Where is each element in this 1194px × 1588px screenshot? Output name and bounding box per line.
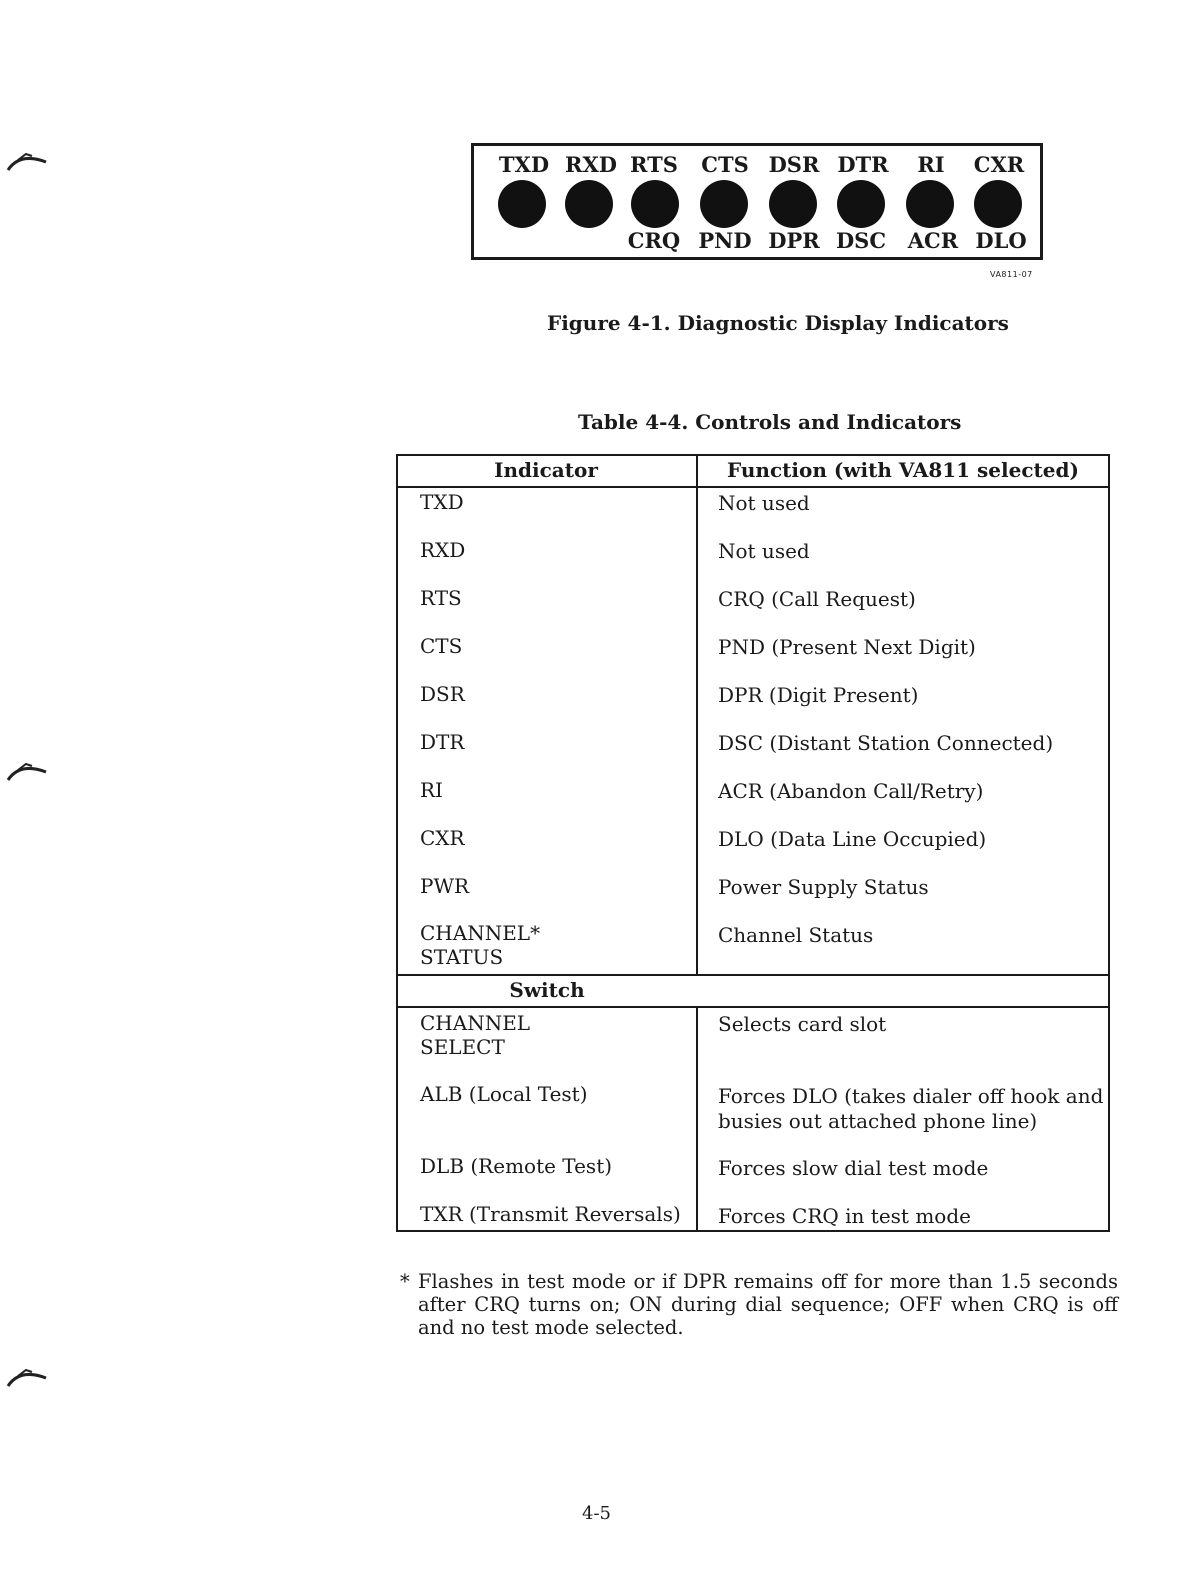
figure-code: VA811-07 [990, 270, 1033, 279]
led-indicator [631, 180, 679, 228]
controls-indicators-table [396, 454, 1110, 1234]
switch-name: TXR (Transmit Reversals) [420, 1202, 681, 1226]
led-label-txd: TXD [498, 152, 550, 177]
switch-function: Selects card slot [718, 1012, 887, 1036]
led-sublabel-dlo: DLO [975, 228, 1027, 253]
switch-header: Switch [509, 978, 585, 1002]
switch-function: Forces CRQ in test mode [718, 1204, 971, 1228]
indicator-name: DSR [420, 682, 465, 706]
table-border [396, 454, 1110, 456]
footnote-marker: * [400, 1270, 410, 1293]
indicator-function: DSC (Distant Station Connected) [718, 731, 1054, 755]
indicator-function: CRQ (Call Request) [718, 587, 916, 611]
figure-caption: Figure 4-1. Diagnostic Display Indicators [547, 311, 1009, 335]
indicator-name: PWR [420, 874, 470, 898]
led-label-dtr: DTR [837, 152, 889, 177]
table-rule [396, 974, 1110, 976]
led-label-cxr: CXR [973, 152, 1025, 177]
indicator-name: RTS [420, 586, 462, 610]
indicator-name: CXR [420, 826, 465, 850]
binder-mark-icon [6, 150, 50, 172]
indicator-name: RXD [420, 538, 466, 562]
footnote-text: Flashes in test mode or if DPR remains off for more than 1.5 seconds after CRQ turns on; ON during dial sequence; OFF when CRQ is off and no test mode selected. [418, 1270, 1118, 1339]
led-sublabel-acr: ACR [907, 228, 959, 253]
led-indicator [906, 180, 954, 228]
led-indicator [769, 180, 817, 228]
indicator-function: Not used [718, 491, 810, 515]
led-label-rxd: RXD [565, 152, 617, 177]
led-label-dsr: DSR [768, 152, 820, 177]
indicator-function: Not used [718, 539, 810, 563]
led-sublabel-crq: CRQ [627, 228, 681, 253]
indicator-function: Power Supply Status [718, 875, 929, 899]
led-indicator [974, 180, 1022, 228]
column-header: Function (with VA811 selected) [727, 458, 1079, 482]
indicator-function: ACR (Abandon Call/Retry) [718, 779, 984, 803]
indicator-function: Channel Status [718, 923, 874, 947]
led-indicator [700, 180, 748, 228]
led-label-rts: RTS [630, 152, 678, 177]
indicator-name: CHANNEL* [420, 921, 541, 945]
led-label-ri: RI [917, 152, 945, 177]
indicator-name: RI [420, 778, 443, 802]
binder-mark-icon [6, 1366, 50, 1388]
table-title: Table 4-4. Controls and Indicators [578, 410, 962, 434]
table-border [1108, 454, 1110, 1232]
switch-name: ALB (Local Test) [420, 1082, 588, 1106]
switch-name-line2: SELECT [420, 1035, 505, 1059]
led-sublabel-dsc: DSC [835, 228, 887, 253]
table-border [396, 1230, 1110, 1232]
indicator-function: DLO (Data Line Occupied) [718, 827, 987, 851]
binder-mark-icon [6, 760, 50, 782]
table-border [396, 454, 398, 1232]
led-sublabel-dpr: DPR [768, 228, 820, 253]
diagnostic-display-panel [471, 143, 1043, 260]
indicator-name: TXD [420, 490, 464, 514]
table-rule [696, 1006, 698, 1232]
switch-function-line2: busies out attached phone line) [718, 1109, 1038, 1133]
indicator-name-line2: STATUS [420, 945, 504, 969]
led-sublabel-pnd: PND [698, 228, 752, 253]
led-indicator [498, 180, 546, 228]
switch-name: DLB (Remote Test) [420, 1154, 613, 1178]
led-indicator [565, 180, 613, 228]
column-header: Indicator [494, 458, 598, 482]
indicator-function: DPR (Digit Present) [718, 683, 919, 707]
led-indicator [837, 180, 885, 228]
table-rule [696, 454, 698, 974]
table-rule [396, 486, 1110, 488]
table-rule [396, 1006, 1110, 1008]
indicator-name: DTR [420, 730, 465, 754]
indicator-name: CTS [420, 634, 463, 658]
switch-function: Forces slow dial test mode [718, 1156, 989, 1180]
indicator-function: PND (Present Next Digit) [718, 635, 976, 659]
page-number: 4-5 [582, 1503, 611, 1524]
switch-function: Forces DLO (takes dialer off hook and [718, 1084, 1104, 1108]
switch-name: CHANNEL [420, 1011, 531, 1035]
led-label-cts: CTS [701, 152, 749, 177]
